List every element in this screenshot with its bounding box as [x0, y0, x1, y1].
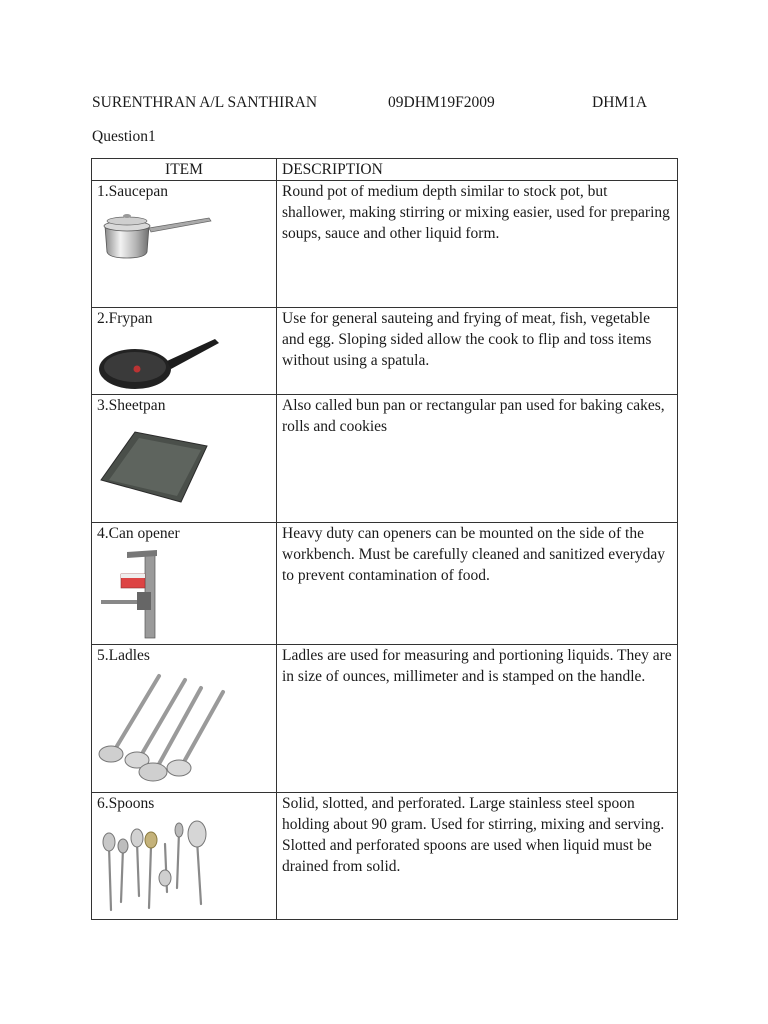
table-row [92, 308, 678, 395]
column-header-item: ITEM [92, 159, 277, 181]
item-description: Round pot of medium depth similar to stock pot, but shallower, making stirring or mixing easier, used for preparing soups, sauce and other liquid form. [277, 181, 678, 308]
header-line [92, 94, 672, 116]
item-name: 3.Sheetpan [97, 397, 166, 414]
column-header-description: DESCRIPTION [277, 159, 678, 181]
item-description: Heavy duty can openers can be mounted on the side of the workbench. Must be carefully cleaned and sanitized everyday to prevent contamination of food. [277, 523, 678, 645]
item-description: Also called bun pan or rectangular pan used for baking cakes, rolls and cookies [277, 395, 678, 523]
ladles-icon [97, 670, 227, 782]
items-table [91, 158, 678, 920]
student-id: 09DHM19F2009 [388, 94, 495, 111]
sheetpan-icon [97, 420, 211, 506]
saucepan-icon [97, 206, 217, 262]
item-name: 4.Can opener [97, 525, 180, 542]
class-code: DHM1A [592, 94, 648, 111]
table-row [92, 523, 678, 645]
table-row [92, 645, 678, 793]
table-row [92, 793, 678, 920]
spoons-icon [97, 818, 217, 914]
item-name: 6.Spoons [97, 795, 155, 812]
item-name: 5.Ladles [97, 647, 150, 664]
item-description: Use for general sauteing and frying of meat, fish, vegetable and egg. Sloping sided allow the cook to flip and toss items without using a spatula. [277, 308, 678, 395]
student-name: SURENTHRAN A/L SANTHIRAN [92, 94, 318, 111]
table-row [92, 181, 678, 308]
item-description: Solid, slotted, and perforated. Large stainless steel spoon holding about 90 gram. Used for stirring, mixing and serving. Slotted and perforated spoons are used when liquid must be drained from solid. [277, 793, 678, 920]
item-name: 1.Saucepan [97, 183, 169, 200]
table-header-row [92, 159, 678, 181]
question-label: Question1 [92, 128, 156, 145]
item-description: Ladles are used for measuring and portioning liquids. They are in size of ounces, millimeter and is stamped on the handle. [277, 645, 678, 793]
item-name: 2.Frypan [97, 310, 153, 327]
table-row [92, 395, 678, 523]
can-opener-icon [97, 548, 169, 644]
frypan-icon [97, 333, 221, 391]
